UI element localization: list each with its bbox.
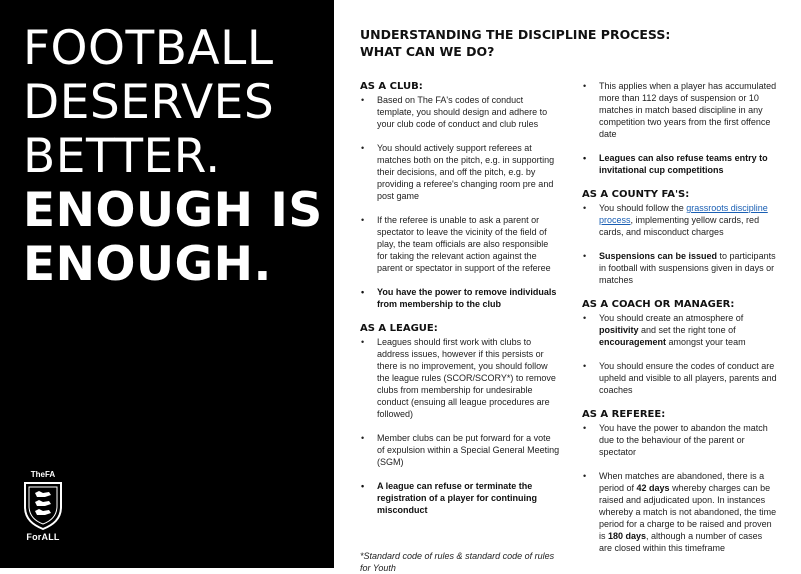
list-item: • You should create an atmosphere of positivity and set the right tone of encouragement amongst your team: [582, 312, 777, 348]
section-club: [360, 80, 560, 310]
list-item: • If the referee is unable to ask a parent or spectator to leave the vicinity of the field of play, the team officials are also responsible for taking the relevant action against the parent or spectator in support of the referee: [360, 214, 560, 274]
section-title-county: AS A COUNTY FA'S:: [582, 189, 690, 200]
section-coach: [582, 298, 777, 396]
right-column: [582, 80, 777, 554]
heading-line-2: WHAT CAN WE DO?: [360, 44, 495, 59]
campaign-slogan: [23, 22, 323, 292]
section-county: [582, 188, 777, 286]
section-title-coach: AS A COACH OR MANAGER:: [582, 299, 735, 310]
list-item: • Based on The FA's codes of conduct template, you should design and adhere to your club code of conduct and club rules: [360, 94, 560, 130]
footnote: *Standard code of rules & standard code of rules for Youth: [360, 551, 555, 573]
list-item: • You should actively support referees at matches both on the pitch, e.g. in supporting their decisions, and off the pitch, e.g. by providing a referee's changing room pre and post game: [360, 142, 560, 202]
slogan-line-2: DESERVES: [23, 75, 275, 130]
slogan-line-3: BETTER.: [23, 129, 221, 184]
list-item: • You have the power to abandon the match due to the behaviour of the parent or spectator: [582, 422, 777, 458]
fa-logo-name: TheFA: [30, 470, 56, 479]
heading-line-1: UNDERSTANDING THE DISCIPLINE PROCESS:: [360, 27, 671, 42]
list-item: • This applies when a player has accumulated more than 112 days of suspension or 10 matches in match based discipline in any competition two years from the first offence date: [582, 80, 777, 140]
list-item: • Leagues can also refuse teams entry to invitational cup competitions: [582, 152, 777, 176]
list-item: • Suspensions can be issued to participants in football with suspensions given in days or matches: [582, 250, 777, 286]
section-referee: [582, 408, 777, 554]
slogan-line-1: FOOTBALL: [23, 21, 274, 76]
list-item: • You should follow the grassroots discipline process, implementing yellow cards, red cards, and misconduct charges: [582, 202, 777, 238]
list-item: • A league can refuse or terminate the registration of a player for continuing misconduct: [360, 480, 560, 516]
section-title-referee: AS A REFEREE:: [582, 409, 666, 420]
fa-logo-tagline: ForALL: [26, 532, 60, 542]
section-title-league: AS A LEAGUE:: [360, 323, 438, 334]
left-black-panel: [0, 0, 334, 568]
list-item: • When matches are abandoned, there is a period of 42 days whereby charges can be raised and adjudicated upon. In instances whereby a match is not abandoned, the time period for a charge to be raised and proven is 180 days, although a number of cases are closed within this timeframe: [582, 470, 777, 554]
list-item: • Member clubs can be put forward for a vote of expulsion within a Special General Meeting (SGM): [360, 432, 560, 468]
three-lions-crest-icon: [23, 481, 63, 530]
section-title-club: AS A CLUB:: [360, 81, 423, 92]
page-heading: [360, 26, 670, 60]
list-item: • Leagues should first work with clubs to address issues, however if this persists or there is no improvement, you should follow the league rules (SCOR/SCORY*) to remove clubs from membership for undesirable conduct (ensuing all league procedures are followed): [360, 336, 560, 420]
section-league: [360, 322, 560, 516]
the-fa-logo: [20, 470, 66, 550]
slogan-line-5: ENOUGH.: [23, 237, 272, 292]
list-item: • You should ensure the codes of conduct are upheld and visible to all players, parents and coaches: [582, 360, 777, 396]
slogan-line-4: ENOUGH IS: [23, 183, 323, 238]
grassroots-discipline-link[interactable]: grassroots discipline process: [599, 203, 768, 225]
list-item: • You have the power to remove individuals from membership to the club: [360, 286, 560, 310]
left-column: [360, 80, 560, 574]
